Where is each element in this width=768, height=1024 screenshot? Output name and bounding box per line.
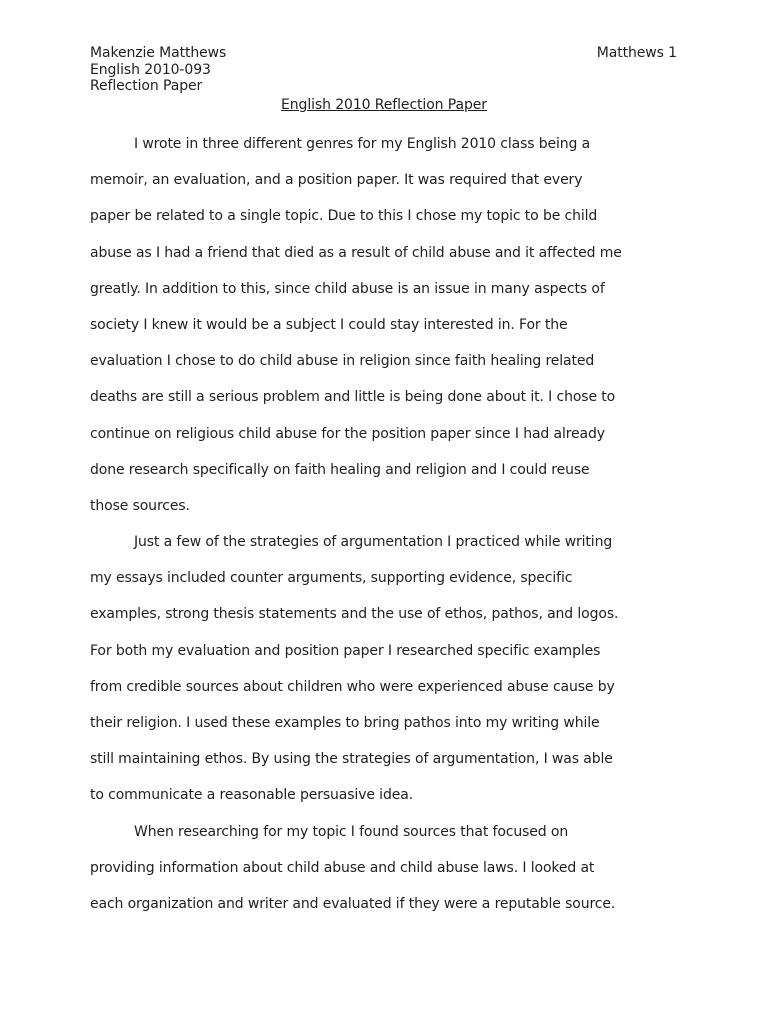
author-name: Makenzie Matthews: [90, 45, 227, 61]
text-line: deaths are still a serious problem and little is being done about it. I chose to: [90, 389, 616, 406]
paper-body: [90, 126, 690, 922]
paragraph-3: [90, 814, 690, 923]
text-line: providing information about child abuse and child abuse laws. I looked at: [90, 859, 595, 876]
text-line: done research specifically on faith healing and religion and I could reuse: [90, 461, 590, 478]
header-block: [90, 45, 226, 95]
text-line: I wrote in three different genres for my English 2010 class being a: [134, 136, 591, 152]
text-line: still maintaining ethos. By using the strategies of argumentation, I was able: [90, 751, 613, 768]
text-line: examples, strong thesis statements and the use of ethos, pathos, and logos.: [90, 606, 619, 623]
text-line: from credible sources about children who were experienced abuse cause by: [90, 678, 615, 695]
text-line: those sources.: [90, 497, 190, 514]
paragraph-2: [90, 524, 690, 814]
text-line: When researching for my topic I found sources that focused on: [134, 823, 569, 840]
text-line: memoir, an evaluation, and a position paper. It was required that every: [90, 172, 583, 189]
text-line: each organization and writer and evaluated if they were a reputable source.: [90, 895, 616, 912]
text-line: society I knew it would be a subject I could stay interested in. For the: [90, 316, 568, 333]
text-line: For both my evaluation and position paper I researched specific examples: [90, 642, 601, 659]
paragraph-1: [90, 126, 690, 524]
text-line: their religion. I used these examples to bring pathos into my writing while: [90, 715, 600, 731]
text-line: greatly. In addition to this, since child abuse is an issue in many aspects of: [90, 280, 605, 297]
assignment-name: Reflection Paper: [90, 78, 203, 94]
text-line: to communicate a reasonable persuasive idea.: [90, 787, 414, 804]
text-line: my essays included counter arguments, supporting evidence, specific: [90, 570, 573, 587]
paper-title: English 2010 Reflection Paper: [281, 97, 487, 113]
text-line: continue on religious child abuse for the position paper since I had already: [90, 425, 605, 442]
text-line: paper be related to a single topic. Due to this I chose my topic to be child: [90, 208, 598, 225]
text-line: evaluation I chose to do child abuse in religion since faith healing related: [90, 353, 595, 370]
course-name: English 2010-093: [90, 61, 211, 78]
page-number-header: Matthews 1: [596, 45, 677, 61]
text-line: abuse as I had a friend that died as a result of child abuse and it affected me: [90, 244, 622, 261]
text-line: Just a few of the strategies of argumentation I practiced while writing: [134, 534, 613, 551]
